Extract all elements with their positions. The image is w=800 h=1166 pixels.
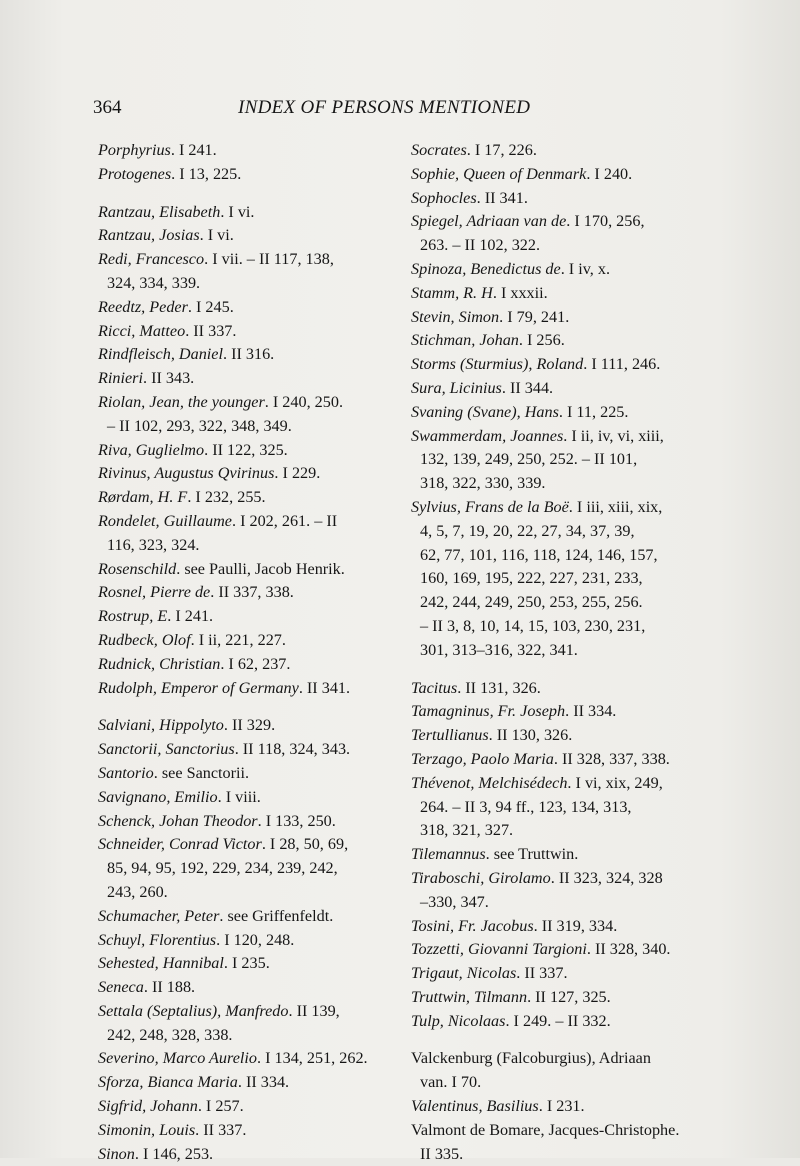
index-entry-line: Thévenot, Melchisédech. I vi, xix, 249, — [411, 773, 663, 792]
index-entry-line: Valmont de Bomare, Jacques-Christophe. — [411, 1120, 680, 1139]
index-entry — [411, 772, 717, 843]
index-entry-line: Stevin, Simon. I 79, 241. — [411, 307, 570, 326]
index-entry-continuation: – II 3, 8, 10, 14, 15, 103, 230, 231, — [420, 616, 646, 635]
index-entry — [411, 187, 717, 211]
index-entry-line: Svaning (Svane), Hans. I 11, 225. — [411, 402, 629, 421]
index-entry-line: Rostrup, E. I 241. — [98, 607, 214, 626]
index-entry-continuation: 242, 244, 249, 250, 253, 255, 256. — [420, 593, 643, 612]
index-entry — [98, 786, 400, 810]
index-entry — [411, 938, 717, 962]
index-entry-line: Tamagninus, Fr. Joseph. II 334. — [411, 702, 617, 721]
index-entry — [411, 962, 717, 986]
index-entry-line: Salviani, Hippolyto. II 329. — [98, 716, 276, 735]
index-entry-line: Redi, Francesco. I vii. – II 117, 138, — [98, 250, 334, 269]
index-entry-line: Rørdam, H. F. I 232, 255. — [98, 488, 266, 507]
index-entry-line: Rinieri. II 343. — [98, 369, 195, 388]
index-entry — [98, 343, 400, 367]
index-entry-line: Sforza, Bianca Maria. II 334. — [98, 1073, 290, 1092]
index-entry — [411, 353, 717, 377]
index-entry-continuation: 318, 322, 330, 339. — [420, 474, 546, 493]
index-entry — [411, 258, 717, 282]
index-entry-continuation: 4, 5, 7, 19, 20, 22, 27, 34, 37, 39, — [420, 521, 635, 540]
index-entry — [98, 391, 400, 439]
index-entry — [98, 677, 400, 701]
index-entry-line: Trigaut, Nicolas. II 337. — [411, 964, 568, 983]
index-entry-continuation: 264. – II 3, 94 ff., 123, 134, 313, — [420, 797, 632, 816]
index-entry-line: Tacitus. II 131, 326. — [411, 678, 541, 697]
index-entry-line: Simonin, Louis. II 337. — [98, 1120, 247, 1139]
index-entry-line: Riva, Guglielmo. II 122, 325. — [98, 440, 288, 459]
index-entry-continuation: 62, 77, 101, 116, 118, 124, 146, 157, — [420, 545, 658, 564]
index-entry — [98, 653, 400, 677]
index-entry-continuation: 242, 248, 328, 338. — [107, 1025, 233, 1044]
index-entry — [411, 306, 717, 330]
index-entry-continuation: –330, 347. — [420, 892, 489, 911]
index-entry-line: Tertullianus. II 130, 326. — [411, 726, 573, 745]
index-entry — [98, 486, 400, 510]
index-entry-line: Sophie, Queen of Denmark. I 240. — [411, 164, 633, 183]
index-entry-line: Rivinus, Augustus Qvirinus. I 229. — [98, 464, 321, 483]
index-column-right — [411, 139, 717, 1166]
index-entry-line: Sehested, Hannibal. I 235. — [98, 954, 270, 973]
index-entry — [98, 558, 400, 582]
index-entry-continuation: 160, 169, 195, 222, 227, 231, 233, — [420, 569, 643, 588]
index-entry — [98, 581, 400, 605]
index-entry — [98, 629, 400, 653]
index-entry — [98, 367, 400, 391]
index-entry — [411, 677, 717, 701]
index-entry-line: Sophocles. II 341. — [411, 188, 528, 207]
index-entry — [98, 738, 400, 762]
index-entry-line: Tiraboschi, Girolamo. II 323, 324, 328 — [411, 868, 663, 887]
index-entry — [98, 296, 400, 320]
index-entry — [98, 714, 400, 738]
index-entry — [411, 425, 717, 496]
index-entry-continuation: 132, 139, 249, 250, 252. – II 101, — [420, 450, 638, 469]
index-entry — [98, 139, 400, 163]
index-entry — [98, 1071, 400, 1095]
index-entry-continuation: 324, 334, 339. — [107, 273, 201, 292]
index-entry-line: Severino, Marco Aurelio. I 134, 251, 262. — [98, 1049, 368, 1068]
index-entry-line: Seneca. II 188. — [98, 978, 196, 997]
index-entry-line: Socrates. I 17, 226. — [411, 141, 537, 159]
running-title: INDEX OF PERSONS MENTIONED — [238, 97, 531, 118]
index-entry-line: Schumacher, Peter. see Griffenfeldt. — [98, 906, 334, 925]
index-entry-line: Santorio. see Sanctorii. — [98, 763, 250, 782]
index-entry — [411, 843, 717, 867]
index-entry-line: Rindfleisch, Daniel. II 316. — [98, 345, 275, 364]
index-entry — [98, 320, 400, 344]
index-entry-line: Rantzau, Elisabeth. I vi. — [98, 202, 255, 221]
index-entry-continuation: 116, 323, 324. — [107, 535, 200, 554]
index-entry-line: Schneider, Conrad Victor. I 28, 50, 69, — [98, 835, 349, 854]
index-entry — [411, 1010, 717, 1034]
index-entry — [98, 1047, 400, 1071]
index-entry — [98, 1143, 400, 1166]
index-entry-line: Protogenes. I 13, 225. — [98, 164, 242, 183]
index-entry — [98, 1119, 400, 1143]
index-entry — [411, 1095, 717, 1119]
index-entry — [411, 496, 717, 663]
index-entry-line: Tulp, Nicolaas. I 249. – II 332. — [411, 1011, 611, 1030]
index-entry-line: Ricci, Matteo. II 337. — [98, 321, 237, 340]
index-entry — [98, 1095, 400, 1119]
index-entry — [98, 833, 400, 904]
index-entry-line: Rudbeck, Olof. I ii, 221, 227. — [98, 630, 286, 649]
index-entry — [98, 462, 400, 486]
index-entry-line: Swammerdam, Joannes. I ii, iv, vi, xiii, — [411, 426, 664, 445]
index-entry-line: Storms (Sturmius), Roland. I 111, 246. — [411, 355, 661, 374]
index-entry-line: Riolan, Jean, the younger. I 240, 250. — [98, 392, 344, 411]
index-entry-line: Rosnel, Pierre de. II 337, 338. — [98, 583, 294, 602]
index-entry — [411, 748, 717, 772]
index-entry-line: Valckenburg (Falcoburgius), Adriaan — [411, 1049, 651, 1068]
index-entry-line: Porphyrius. I 241. — [98, 141, 217, 159]
index-entry — [411, 210, 717, 258]
index-entry — [98, 1000, 400, 1048]
index-entry-line: Sylvius, Frans de la Boë. I iii, xiii, xix, — [411, 497, 663, 516]
index-entry — [98, 810, 400, 834]
index-entry — [98, 163, 400, 187]
index-entry-line: Stamm, R. H. I xxxii. — [411, 283, 548, 302]
index-entry-line: Tilemannus. see Truttwin. — [411, 845, 579, 864]
index-entry — [411, 139, 717, 163]
index-entry-line: Sura, Licinius. II 344. — [411, 378, 554, 397]
index-entry-continuation: II 335. — [420, 1144, 464, 1163]
index-entry — [98, 762, 400, 786]
index-entry-line: Schenck, Johan Theodor. I 133, 250. — [98, 811, 336, 830]
index-entry — [98, 439, 400, 463]
index-entry-line: Rudolph, Emperor of Germany. II 341. — [98, 678, 351, 697]
index-entry-continuation: 243, 260. — [107, 882, 168, 901]
index-entry-line: Schuyl, Florentius. I 120, 248. — [98, 930, 295, 949]
index-entry-continuation: – II 102, 293, 322, 348, 349. — [107, 416, 292, 435]
index-entry-line: Spinoza, Benedictus de. I iv, x. — [411, 259, 611, 278]
index-entry-line: Rantzau, Josias. I vi. — [98, 226, 234, 245]
page-number: 364 — [93, 97, 122, 118]
index-entry-continuation: 318, 321, 327. — [420, 821, 514, 840]
index-entry-line: Terzago, Paolo Maria. II 328, 337, 338. — [411, 749, 670, 768]
index-entry-line: Rudnick, Christian. I 62, 237. — [98, 654, 291, 673]
index-entry-line: Reedtz, Peder. I 245. — [98, 297, 234, 316]
index-entry-line: Truttwin, Tilmann. II 127, 325. — [411, 987, 611, 1006]
index-entry — [411, 700, 717, 724]
index-entry-continuation: 263. – II 102, 322. — [420, 236, 541, 255]
index-entry-continuation: van. I 70. — [420, 1073, 482, 1092]
index-entry — [98, 248, 400, 296]
index-entry — [411, 163, 717, 187]
index-entry-line: Sanctorii, Sanctorius. II 118, 324, 343. — [98, 740, 351, 759]
index-entry-line: Tosini, Fr. Jacobus. II 319, 334. — [411, 916, 618, 935]
index-entry — [411, 329, 717, 353]
index-entry — [411, 867, 717, 915]
index-entry-continuation: 85, 94, 95, 192, 229, 234, 239, 242, — [107, 859, 338, 878]
index-entry — [411, 377, 717, 401]
index-entry — [98, 201, 400, 225]
index-entry-continuation: 301, 313–316, 322, 341. — [420, 640, 578, 659]
index-entry — [411, 986, 717, 1010]
index-entry — [411, 724, 717, 748]
index-entry — [411, 1119, 717, 1166]
index-entry — [411, 282, 717, 306]
index-entry-line: Tozzetti, Giovanni Targioni. II 328, 340. — [411, 940, 671, 959]
index-entry — [98, 224, 400, 248]
index-entry — [98, 976, 400, 1000]
index-entry — [98, 605, 400, 629]
index-entry-line: Spiegel, Adriaan van de. I 170, 256, — [411, 212, 645, 231]
index-entry — [411, 401, 717, 425]
index-entry-line: Sinon. I 146, 253. — [98, 1144, 214, 1163]
index-entry-line: Sigfrid, Johann. I 257. — [98, 1097, 244, 1116]
index-entry-line: Rosenschild. see Paulli, Jacob Henrik. — [98, 559, 345, 578]
index-entry — [98, 929, 400, 953]
index-column-left — [98, 139, 400, 1166]
index-entry — [411, 915, 717, 939]
index-entry-line: Stichman, Johan. I 256. — [411, 331, 565, 350]
page-header — [93, 97, 713, 127]
index-entry — [98, 510, 400, 558]
index-entry — [98, 905, 400, 929]
index-entry-line: Rondelet, Guillaume. I 202, 261. – II — [98, 511, 338, 530]
index-entry-line: Valentinus, Basilius. I 231. — [411, 1097, 585, 1116]
index-entry — [98, 952, 400, 976]
index-entry-line: Settala (Septalius), Manfredo. II 139, — [98, 1001, 340, 1020]
index-entry — [411, 1047, 717, 1095]
index-entry-line: Savignano, Emilio. I viii. — [98, 787, 261, 806]
